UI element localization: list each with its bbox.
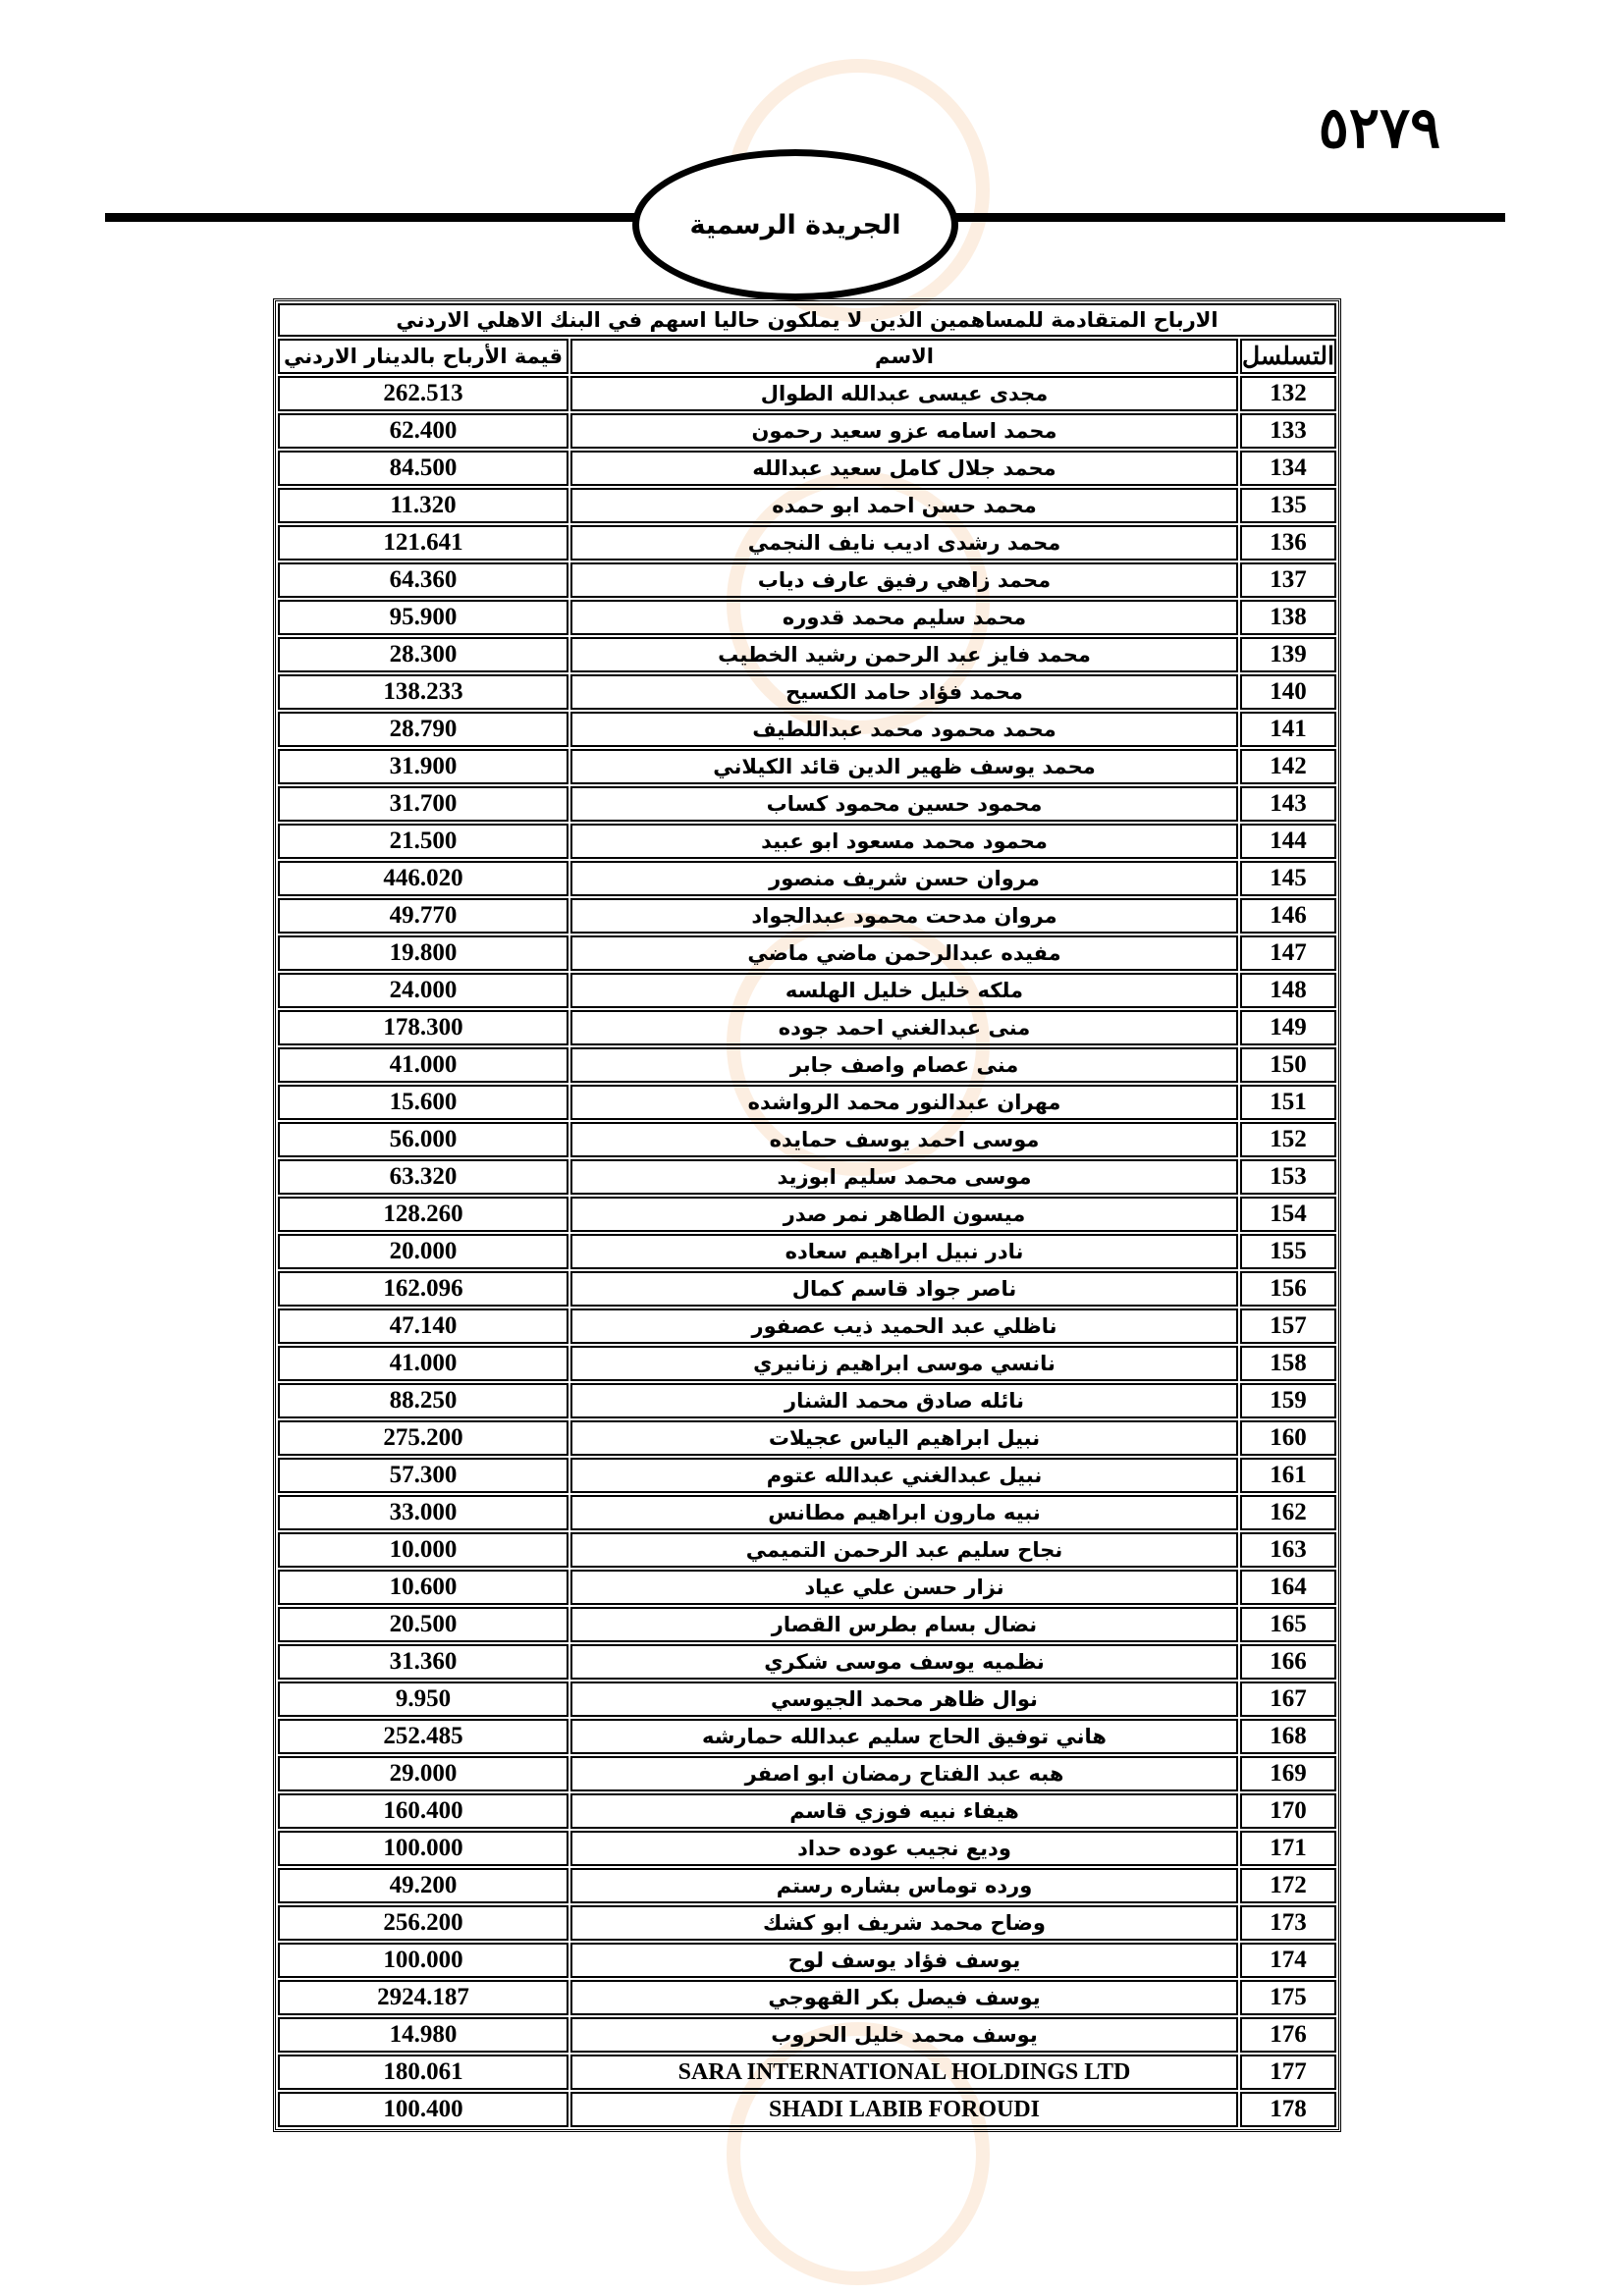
- page-number: ٥٢٧٩: [1318, 94, 1441, 161]
- table-row: [278, 451, 1336, 486]
- value-cell: 62.400: [278, 413, 568, 449]
- serial-cell: 139: [1240, 637, 1336, 672]
- table-row: [278, 488, 1336, 523]
- value-cell: 178.300: [278, 1010, 568, 1045]
- name-cell: هاني توفيق الحاج سليم عبدالله حمارشه: [570, 1719, 1238, 1754]
- name-cell: نزار حسن علي عياد: [570, 1570, 1238, 1605]
- serial-cell: 145: [1240, 861, 1336, 896]
- serial-cell: 154: [1240, 1197, 1336, 1232]
- table-row: [278, 1047, 1336, 1083]
- table-title: الارباح المتقادمة للمساهمين الذين لا يملكون حاليا اسهم في البنك الاهلي الاردني: [278, 303, 1336, 337]
- serial-cell: 148: [1240, 973, 1336, 1008]
- serial-cell: 175: [1240, 1980, 1336, 2015]
- serial-cell: 149: [1240, 1010, 1336, 1045]
- value-cell: 41.000: [278, 1047, 568, 1083]
- table-row: [278, 1085, 1336, 1120]
- name-cell: يوسف محمد خليل الحروب: [570, 2017, 1238, 2053]
- table-row: [278, 2092, 1336, 2127]
- serial-cell: 164: [1240, 1570, 1336, 1605]
- value-cell: 19.800: [278, 935, 568, 971]
- table-row: [278, 1010, 1336, 1045]
- serial-cell: 163: [1240, 1532, 1336, 1568]
- table-row: [278, 376, 1336, 411]
- name-cell: محمد فؤاد حامد الكسيح: [570, 674, 1238, 710]
- table-row: [278, 1495, 1336, 1530]
- serial-cell: 150: [1240, 1047, 1336, 1083]
- name-cell: منى عبدالغني احمد جوده: [570, 1010, 1238, 1045]
- table-row: [278, 935, 1336, 971]
- name-cell: ناصر جواد قاسم كمال: [570, 1271, 1238, 1307]
- name-cell: ناظلي عبد الحميد ذيب عصفور: [570, 1308, 1238, 1344]
- value-cell: 24.000: [278, 973, 568, 1008]
- name-cell: وديع نجيب عوده حداد: [570, 1831, 1238, 1866]
- name-cell: هبه عبد الفتاح رمضان ابو اصفر: [570, 1756, 1238, 1791]
- table-row: [278, 1383, 1336, 1418]
- serial-cell: 168: [1240, 1719, 1336, 1754]
- serial-cell: 160: [1240, 1420, 1336, 1456]
- table-row: [278, 1532, 1336, 1568]
- name-cell: محمد اسامه عزو سعيد رحمون: [570, 413, 1238, 449]
- name-cell: SARA INTERNATIONAL HOLDINGS LTD: [570, 2055, 1238, 2090]
- name-cell: نبيل عبدالغني عبدالله عتوم: [570, 1458, 1238, 1493]
- serial-cell: 177: [1240, 2055, 1336, 2090]
- value-cell: 20.000: [278, 1234, 568, 1269]
- table-row: [278, 749, 1336, 784]
- table-row: [278, 1122, 1336, 1157]
- table-row: [278, 413, 1336, 449]
- serial-cell: 135: [1240, 488, 1336, 523]
- value-cell: 252.485: [278, 1719, 568, 1754]
- value-cell: 31.700: [278, 786, 568, 822]
- table-row: [278, 898, 1336, 934]
- name-cell: نظميه يوسف موسى شكري: [570, 1644, 1238, 1680]
- table-row: [278, 824, 1336, 859]
- value-cell: 11.320: [278, 488, 568, 523]
- serial-cell: 151: [1240, 1085, 1336, 1120]
- value-cell: 21.500: [278, 824, 568, 859]
- serial-cell: 142: [1240, 749, 1336, 784]
- serial-cell: 176: [1240, 2017, 1336, 2053]
- serial-cell: 134: [1240, 451, 1336, 486]
- value-cell: 84.500: [278, 451, 568, 486]
- name-cell: يوسف فؤاد يوسف لوح: [570, 1943, 1238, 1978]
- name-cell: محمد يوسف ظهير الدين قائد الكيلاني: [570, 749, 1238, 784]
- name-cell: نضال بسام بطرس القصار: [570, 1607, 1238, 1642]
- table-row: [278, 1234, 1336, 1269]
- value-cell: 256.200: [278, 1905, 568, 1941]
- name-cell: مروان مدحت محمود عبدالجواد: [570, 898, 1238, 934]
- name-cell: منى عصام واصف جابر: [570, 1047, 1238, 1083]
- serial-cell: 144: [1240, 824, 1336, 859]
- name-cell: ميسون الطاهر نمر صدر: [570, 1197, 1238, 1232]
- value-cell: 56.000: [278, 1122, 568, 1157]
- dividends-table: [273, 298, 1341, 2132]
- serial-cell: 157: [1240, 1308, 1336, 1344]
- table-row: [278, 973, 1336, 1008]
- table-row: [278, 1346, 1336, 1381]
- name-cell: نادر نبيل ابراهيم سعاده: [570, 1234, 1238, 1269]
- name-cell: مروان حسن شريف منصور: [570, 861, 1238, 896]
- name-cell: ورده توماس بشاره رستم: [570, 1868, 1238, 1903]
- serial-cell: 162: [1240, 1495, 1336, 1530]
- value-cell: 15.600: [278, 1085, 568, 1120]
- table-row: [278, 1308, 1336, 1344]
- table-row: [278, 1980, 1336, 2015]
- serial-cell: 161: [1240, 1458, 1336, 1493]
- table-row: [278, 1458, 1336, 1493]
- serial-cell: 132: [1240, 376, 1336, 411]
- name-cell: ملكه خليل خليل الهلسه: [570, 973, 1238, 1008]
- table-row: [278, 637, 1336, 672]
- serial-cell: 143: [1240, 786, 1336, 822]
- value-cell: 9.950: [278, 1682, 568, 1717]
- table-row: [278, 600, 1336, 635]
- table-row: [278, 1271, 1336, 1307]
- value-cell: 138.233: [278, 674, 568, 710]
- header-name: الاسم: [570, 339, 1238, 374]
- name-cell: محمد محمود محمد عبداللطيف: [570, 712, 1238, 747]
- name-cell: محمد سليم محمد قدوره: [570, 600, 1238, 635]
- table-row: [278, 1159, 1336, 1195]
- value-cell: 63.320: [278, 1159, 568, 1195]
- value-cell: 64.360: [278, 562, 568, 598]
- table-row: [278, 1719, 1336, 1754]
- value-cell: 57.300: [278, 1458, 568, 1493]
- serial-cell: 155: [1240, 1234, 1336, 1269]
- table-row: [278, 525, 1336, 561]
- value-cell: 49.770: [278, 898, 568, 934]
- name-cell: موسى محمد سليم ابوزيد: [570, 1159, 1238, 1195]
- header-value: قيمة الأرباح بالدينار الاردني: [278, 339, 568, 374]
- serial-cell: 158: [1240, 1346, 1336, 1381]
- value-cell: 10.600: [278, 1570, 568, 1605]
- serial-cell: 136: [1240, 525, 1336, 561]
- value-cell: 128.260: [278, 1197, 568, 1232]
- name-cell: هيفاء نبيه فوزي قاسم: [570, 1793, 1238, 1829]
- serial-cell: 137: [1240, 562, 1336, 598]
- value-cell: 29.000: [278, 1756, 568, 1791]
- value-cell: 162.096: [278, 1271, 568, 1307]
- serial-cell: 147: [1240, 935, 1336, 971]
- serial-cell: 167: [1240, 1682, 1336, 1717]
- name-cell: محمد زاهي رفيق عارف دياب: [570, 562, 1238, 598]
- value-cell: 121.641: [278, 525, 568, 561]
- serial-cell: 173: [1240, 1905, 1336, 1941]
- name-cell: يوسف فيصل بكر القهوجي: [570, 1980, 1238, 2015]
- table-row: [278, 1682, 1336, 1717]
- serial-cell: 140: [1240, 674, 1336, 710]
- table-row: [278, 1197, 1336, 1232]
- table-row: [278, 1793, 1336, 1829]
- value-cell: 180.061: [278, 2055, 568, 2090]
- value-cell: 100.400: [278, 2092, 568, 2127]
- serial-cell: 152: [1240, 1122, 1336, 1157]
- name-cell: نجاح سليم عبد الرحمن التميمي: [570, 1532, 1238, 1568]
- serial-cell: 178: [1240, 2092, 1336, 2127]
- name-cell: مهران عبدالنور محمد الرواشده: [570, 1085, 1238, 1120]
- name-cell: SHADI LABIB FOROUDI: [570, 2092, 1238, 2127]
- value-cell: 14.980: [278, 2017, 568, 2053]
- name-cell: محمود حسين محمود كساب: [570, 786, 1238, 822]
- value-cell: 31.360: [278, 1644, 568, 1680]
- serial-cell: 174: [1240, 1943, 1336, 1978]
- value-cell: 31.900: [278, 749, 568, 784]
- serial-cell: 166: [1240, 1644, 1336, 1680]
- value-cell: 100.000: [278, 1943, 568, 1978]
- serial-cell: 138: [1240, 600, 1336, 635]
- value-cell: 49.200: [278, 1868, 568, 1903]
- serial-cell: 146: [1240, 898, 1336, 934]
- name-cell: محمد حسن احمد ابو حمده: [570, 488, 1238, 523]
- value-cell: 20.500: [278, 1607, 568, 1642]
- name-cell: محمد فايز عبد الرحمن رشيد الخطيب: [570, 637, 1238, 672]
- value-cell: 33.000: [278, 1495, 568, 1530]
- serial-cell: 165: [1240, 1607, 1336, 1642]
- name-cell: نوال ظاهر محمد الجيوسي: [570, 1682, 1238, 1717]
- serial-cell: 153: [1240, 1159, 1336, 1195]
- name-cell: محمد رشدى اديب نايف النجمي: [570, 525, 1238, 561]
- table-row: [278, 1420, 1336, 1456]
- table-row: [278, 712, 1336, 747]
- masthead-title: الجريدة الرسمية: [689, 209, 901, 240]
- table-row: [278, 861, 1336, 896]
- name-cell: وضاح محمد شريف ابو كشك: [570, 1905, 1238, 1941]
- table-row: [278, 1570, 1336, 1605]
- value-cell: 28.300: [278, 637, 568, 672]
- table-row: [278, 2055, 1336, 2090]
- masthead-oval: [632, 149, 958, 300]
- serial-cell: 159: [1240, 1383, 1336, 1418]
- table-row: [278, 786, 1336, 822]
- name-cell: نبيل ابراهيم الياس عجيلات: [570, 1420, 1238, 1456]
- value-cell: 47.140: [278, 1308, 568, 1344]
- serial-cell: 171: [1240, 1831, 1336, 1866]
- table-row: [278, 674, 1336, 710]
- value-cell: 88.250: [278, 1383, 568, 1418]
- value-cell: 41.000: [278, 1346, 568, 1381]
- table-row: [278, 1756, 1336, 1791]
- value-cell: 2924.187: [278, 1980, 568, 2015]
- table-row: [278, 1868, 1336, 1903]
- serial-cell: 170: [1240, 1793, 1336, 1829]
- table-row: [278, 562, 1336, 598]
- serial-cell: 133: [1240, 413, 1336, 449]
- table-row: [278, 1831, 1336, 1866]
- serial-cell: 169: [1240, 1756, 1336, 1791]
- name-cell: نبيه مارون ابراهيم مطانس: [570, 1495, 1238, 1530]
- table-row: [278, 1644, 1336, 1680]
- name-cell: نائله صادق محمد الشنار: [570, 1383, 1238, 1418]
- value-cell: 28.790: [278, 712, 568, 747]
- serial-cell: 156: [1240, 1271, 1336, 1307]
- table-row: [278, 1905, 1336, 1941]
- value-cell: 100.000: [278, 1831, 568, 1866]
- serial-cell: 172: [1240, 1868, 1336, 1903]
- name-cell: مفيده عبدالرحمن ماضي ماضي: [570, 935, 1238, 971]
- value-cell: 95.900: [278, 600, 568, 635]
- name-cell: مجدى عيسى عبدالله الطوال: [570, 376, 1238, 411]
- name-cell: محمود محمد مسعود ابو عبيد: [570, 824, 1238, 859]
- value-cell: 446.020: [278, 861, 568, 896]
- value-cell: 10.000: [278, 1532, 568, 1568]
- table-row: [278, 1607, 1336, 1642]
- header-serial: التسلسل: [1240, 339, 1336, 374]
- table-row: [278, 2017, 1336, 2053]
- value-cell: 160.400: [278, 1793, 568, 1829]
- table-row: [278, 1943, 1336, 1978]
- name-cell: نانسي موسى ابراهيم زنانيري: [570, 1346, 1238, 1381]
- serial-cell: 141: [1240, 712, 1336, 747]
- name-cell: محمد جلال كامل سعيد عبدالله: [570, 451, 1238, 486]
- value-cell: 275.200: [278, 1420, 568, 1456]
- value-cell: 262.513: [278, 376, 568, 411]
- name-cell: موسى احمد يوسف حمايده: [570, 1122, 1238, 1157]
